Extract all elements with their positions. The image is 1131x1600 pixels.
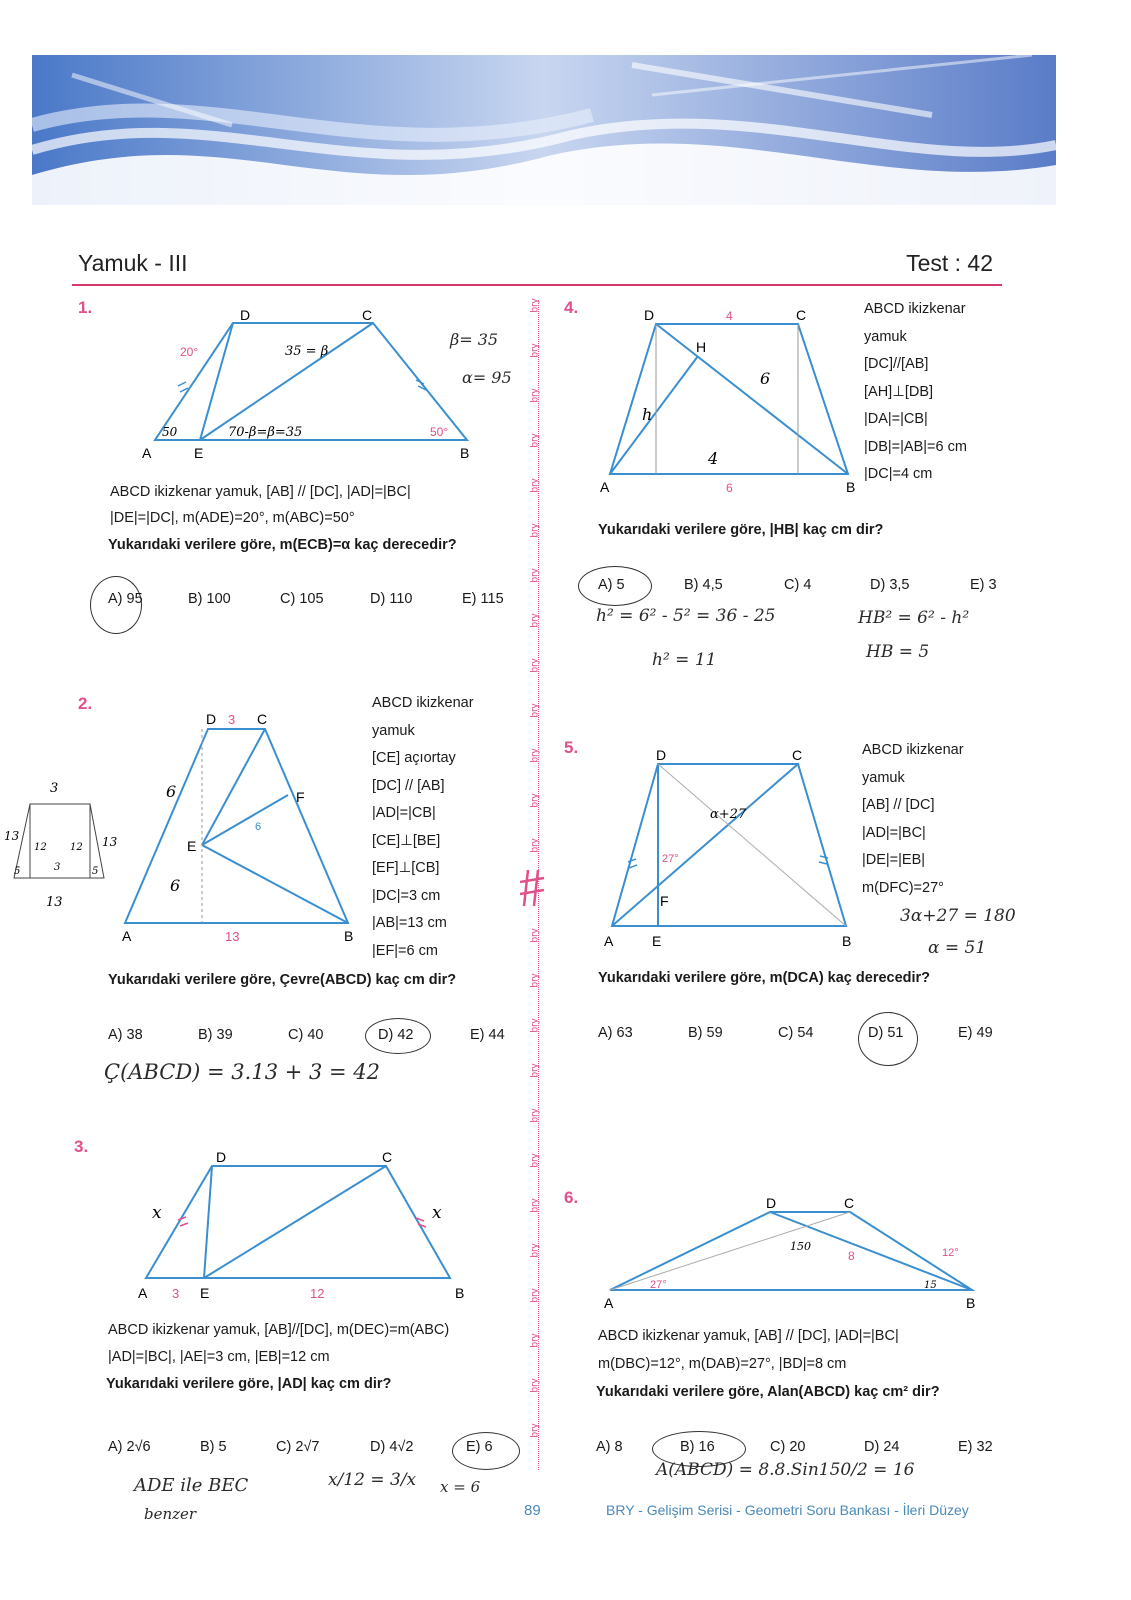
q3-hand-x-left: x (152, 1203, 162, 1223)
q2-given-item: [CE]⊥[BE] (372, 832, 441, 849)
q3-work-2: benzer (144, 1505, 197, 1523)
q3-hand-x-right: x (432, 1203, 442, 1223)
q4-label-ab: 6 (726, 481, 733, 495)
q2-option-c[interactable]: C) 40 (288, 1027, 324, 1043)
q2-given-item: [CE] açıortay (372, 750, 456, 766)
q2-given-item: |EF|=6 cm (372, 942, 438, 959)
side-mark: bry (529, 613, 541, 628)
q6-label-12: 12° (942, 1247, 959, 1259)
q1-option-e[interactable]: E) 115 (462, 591, 504, 607)
q6-hand-150: 150 (790, 1240, 811, 1253)
question-4-number: 4. (564, 298, 579, 317)
q4-diagonal-db (656, 324, 848, 474)
q5-label-d: D (656, 747, 667, 763)
q5-given-item: ABCD ikizkenar (862, 742, 964, 758)
q5-given-item: |DE|=|EB| (862, 852, 926, 868)
side-mark: bry (529, 838, 541, 853)
q2-label-ef: 6 (255, 821, 262, 833)
q3-work-4: x = 6 (440, 1478, 481, 1496)
q4-given-item: yamuk (864, 328, 907, 345)
q4-figure (598, 302, 868, 502)
q1-statement-1: ABCD ikizkenar yamuk, [AB] // [DC], |AD|=|BC| (110, 484, 411, 500)
q5-figure (598, 744, 868, 959)
q1-statement-2: |DE|=|DC|, m(ADE)=20°, m(ABC)=50° (110, 510, 355, 526)
q5-diagonal-db (658, 764, 846, 926)
q2-segment-eb (202, 845, 348, 923)
q2-sketch-a: 12 (34, 842, 47, 853)
q5-hand-mid: α+27 (710, 807, 747, 822)
q4-work-4: HB = 5 (866, 642, 930, 662)
q2-label-b: B (344, 928, 354, 944)
q1-segment-ec (200, 323, 373, 440)
q2-given-item: |DC|=3 cm (372, 887, 441, 904)
q5-question: Yukarıdaki verilere göre, m(DCA) kaç derecedir? (598, 970, 931, 986)
q3-question: Yukarıdaki verilere göre, |AD| kaç cm dir? (106, 1376, 392, 1392)
side-mark: bry (529, 1288, 541, 1303)
q4-segment-ah (610, 356, 698, 474)
q4-work-3: HB² = 6² - h² (858, 608, 970, 628)
side-mark: bry (529, 1378, 541, 1393)
q4-given-item: ABCD ikizkenar (864, 301, 966, 317)
question-2-number: 2. (78, 694, 93, 713)
q5-option-a[interactable]: A) 63 (598, 1025, 633, 1041)
question-6-number: 6. (564, 1188, 579, 1207)
q4-option-c[interactable]: C) 4 (784, 577, 812, 593)
q6-label-27: 27° (650, 1279, 667, 1291)
q4-label-d: D (644, 307, 655, 323)
q2-option-b[interactable]: B) 39 (198, 1027, 233, 1043)
q6-statement-2: m(DBC)=12°, m(DAB)=27°, |BD|=8 cm (598, 1356, 847, 1372)
q6-option-d[interactable]: D) 24 (864, 1439, 900, 1455)
q4-givens (864, 296, 967, 489)
q2-sketch-e: 5 (92, 866, 99, 877)
side-mark: bry (529, 568, 541, 583)
q5-trapezoid (612, 764, 846, 926)
column-ornament (520, 868, 546, 908)
q1-label-b: B (460, 445, 470, 461)
q2-sketch-l: 13 (4, 829, 20, 843)
q5-work-1: 3α+27 = 180 (900, 906, 1016, 926)
side-mark: bry (529, 433, 541, 448)
q3-label-c: C (382, 1149, 393, 1165)
q6-diagonal-ac (610, 1212, 850, 1290)
q4-option-d[interactable]: D) 3,5 (870, 577, 910, 593)
q2-sketch-r: 13 (102, 835, 118, 849)
q4-work-1: h² = 6² - 5² = 36 - 25 (596, 606, 776, 626)
q2-hand-6a: 6 (166, 782, 177, 801)
q4-hand-6: 6 (760, 369, 771, 388)
q2-question: Yukarıdaki verilere göre, Çevre(ABCD) kaç cm dir? (108, 972, 457, 988)
q5-given-item: m(DFC)=27° (862, 879, 944, 896)
q3-option-a[interactable]: A) 2√6 (108, 1439, 151, 1455)
q1-segment-de (200, 323, 233, 440)
q5-label-a: A (604, 933, 614, 949)
q4-given-item: |DB|=|AB|=6 cm (864, 438, 967, 455)
q1-option-c[interactable]: C) 105 (280, 591, 324, 607)
q2-label-f: F (296, 789, 305, 805)
q2-given-item: [EF]⊥[CB] (372, 860, 440, 876)
q4-hand-4: 4 (708, 449, 719, 468)
q5-label-c: C (792, 747, 803, 763)
q1-angle-20: 20° (180, 345, 199, 359)
q1-label-d: D (240, 307, 251, 323)
side-mark: bry (529, 1333, 541, 1348)
q5-given-item: yamuk (862, 769, 905, 786)
q1-label-e: E (194, 445, 204, 461)
q2-work: Ç(ABCD) = 3.13 + 3 = 42 (104, 1060, 381, 1084)
q2-label-c: C (257, 711, 268, 727)
q6-option-a[interactable]: A) 8 (596, 1439, 623, 1455)
q4-option-e[interactable]: E) 3 (970, 577, 997, 593)
q4-given-item: [DC]//[AB] (864, 356, 929, 372)
q6-figure (598, 1192, 988, 1317)
q4-label-b: B (846, 479, 856, 495)
q3-work-3: x/12 = 3/x (328, 1470, 417, 1490)
q2-givens (372, 690, 474, 965)
q3-segment-ec (204, 1166, 386, 1278)
q4-work-2: h² = 11 (652, 650, 717, 670)
side-mark: bry (529, 1153, 541, 1168)
q3-statement-2: |AD|=|BC|, |AE|=3 cm, |EB|=12 cm (108, 1349, 330, 1365)
q3-option-e[interactable]: E) 6 (466, 1439, 493, 1455)
q4-given-item: |DA|=|CB| (864, 411, 928, 427)
side-mark: bry (529, 1243, 541, 1258)
q1-option-a[interactable]: A) 95 (108, 591, 143, 607)
q2-given-item: yamuk (372, 722, 415, 739)
side-mark: bry (529, 658, 541, 673)
q1-option-d[interactable]: D) 110 (370, 591, 413, 607)
side-mark: bry (529, 1108, 541, 1123)
footer-text: BRY - Gelişim Serisi - Geometri Soru Bankası - İleri Düzey (606, 1502, 969, 1518)
question-1-number: 1. (78, 298, 93, 317)
q1-note-3: 50 (162, 425, 178, 439)
q6-label-b: B (966, 1295, 976, 1311)
q5-diagonal-ac (612, 764, 798, 926)
q4-label-c: C (796, 307, 807, 323)
q2-option-a[interactable]: A) 38 (108, 1027, 143, 1043)
q4-label-h: H (696, 339, 707, 355)
q4-label-dc: 4 (726, 309, 733, 323)
q2-label-e: E (187, 838, 197, 854)
question-5-number: 5. (564, 738, 579, 757)
q3-label-b: B (455, 1285, 465, 1301)
question-3-number: 3. (74, 1137, 89, 1156)
q6-option-b[interactable]: B) 16 (680, 1439, 715, 1455)
q3-label-ae: 3 (172, 1286, 180, 1301)
q5-given-item: |AD|=|BC| (862, 824, 926, 841)
q1-angle-50: 50° (430, 425, 449, 439)
q3-work-1: ADE ile BEC (134, 1475, 249, 1496)
q4-option-b[interactable]: B) 4,5 (684, 577, 723, 593)
q5-label-27: 27° (662, 853, 679, 865)
q1-note-2: 70-β=β=35 (228, 425, 303, 440)
q4-trapezoid (610, 324, 848, 474)
q6-option-e[interactable]: E) 32 (958, 1439, 993, 1455)
q2-sketch-top: 3 (50, 781, 59, 796)
side-mark: bry (529, 478, 541, 493)
q5-label-e: E (652, 933, 662, 949)
side-mark: bry (529, 928, 541, 943)
q3-label-a: A (138, 1285, 148, 1301)
q2-side-sketch (0, 770, 120, 910)
side-mark: bry (529, 1423, 541, 1438)
q3-option-b[interactable]: B) 5 (200, 1439, 227, 1455)
q3-option-d[interactable]: D) 4√2 (370, 1439, 414, 1455)
q3-option-c[interactable]: C) 2√7 (276, 1439, 320, 1455)
q5-option-e[interactable]: E) 49 (958, 1025, 993, 1041)
q1-option-b[interactable]: B) 100 (188, 591, 231, 607)
q5-option-b[interactable]: B) 59 (688, 1025, 723, 1041)
q2-option-e[interactable]: E) 44 (470, 1027, 505, 1043)
side-mark: bry (529, 703, 541, 718)
q3-label-eb: 12 (310, 1286, 325, 1301)
page-number: 89 (524, 1502, 541, 1519)
q3-figure (130, 1148, 480, 1303)
q2-hand-6b: 6 (170, 876, 181, 895)
q6-label-c: C (844, 1195, 855, 1211)
q4-label-a: A (600, 479, 610, 495)
q1-hand-alpha: α= 95 (462, 368, 512, 387)
q5-work-2: α = 51 (928, 938, 987, 958)
q2-label-dc: 3 (228, 712, 236, 727)
q2-option-d[interactable]: D) 42 (378, 1027, 414, 1043)
q1-hand-beta: β= 35 (450, 330, 499, 349)
q6-label-d: D (766, 1195, 777, 1211)
side-mark: bry (529, 1198, 541, 1213)
side-mark: bry (529, 973, 541, 988)
q1-note-1: 35 = β (285, 344, 329, 359)
q2-given-item: |AB|=13 cm (372, 915, 447, 931)
q5-option-c[interactable]: C) 54 (778, 1025, 814, 1041)
q6-label-bd: 8 (848, 1249, 855, 1263)
q4-question: Yukarıdaki verilere göre, |HB| kaç cm dir? (598, 522, 884, 538)
q2-sketch-c: 5 (14, 866, 21, 877)
q3-segment-de (204, 1166, 212, 1278)
q2-sketch-bottom: 13 (46, 895, 63, 910)
q1-label-c: C (362, 307, 373, 323)
q5-givens (862, 737, 964, 902)
q2-given-item: |AD|=|CB| (372, 805, 436, 821)
q2-label-d: D (206, 711, 217, 727)
q4-given-item: |DC|=4 cm (864, 466, 933, 482)
q6-label-a: A (604, 1295, 614, 1311)
q2-given-item: ABCD ikizkenar (372, 695, 474, 711)
side-mark: bry (529, 1018, 541, 1033)
q5-label-b: B (842, 933, 852, 949)
side-mark: bry (529, 388, 541, 403)
q3-label-e: E (200, 1285, 210, 1301)
q5-given-item: [AB] // [DC] (862, 797, 935, 813)
q6-hand-15: 15 (924, 1280, 937, 1291)
q1-label-a: A (142, 445, 152, 461)
q5-option-d[interactable]: D) 51 (868, 1025, 904, 1041)
q2-label-ab: 13 (225, 929, 240, 944)
q6-work: A(ABCD) = 8.8.Sin150/2 = 16 (656, 1460, 915, 1480)
side-mark: bry (529, 343, 541, 358)
q2-sketch-d: 3 (54, 862, 61, 873)
q1-tick-ad (178, 382, 188, 392)
q3-trapezoid (146, 1166, 450, 1278)
q3-label-d: D (216, 1149, 227, 1165)
header-divider (72, 284, 1002, 286)
q4-option-a[interactable]: A) 5 (598, 577, 625, 593)
q4-given-item: [AH]⊥[DB] (864, 383, 934, 400)
q2-sketch-b: 12 (70, 842, 83, 853)
q2-given-item: [DC] // [AB] (372, 777, 445, 794)
q6-statement-1: ABCD ikizkenar yamuk, [AB] // [DC], |AD|=|BC| (598, 1328, 899, 1344)
page-title: Yamuk - III (78, 250, 188, 276)
q3-statement-1: ABCD ikizkenar yamuk, [AB]//[DC], m(DEC)=m(ABC) (108, 1322, 450, 1338)
header-banner (32, 55, 1056, 205)
q4-hand-h: h (642, 405, 653, 424)
test-number: Test : 42 (906, 250, 993, 276)
q2-figure (110, 705, 370, 950)
q5-label-f: F (660, 893, 669, 909)
q1-question: Yukarıdaki verilere göre, m(ECB)=α kaç derecedir? (108, 537, 457, 553)
side-mark: bry (529, 748, 541, 763)
side-mark: bry (529, 793, 541, 808)
q2-label-a: A (122, 928, 132, 944)
q6-question: Yukarıdaki verilere göre, Alan(ABCD) kaç cm² dir? (596, 1384, 940, 1400)
side-mark: bry (529, 523, 541, 538)
side-mark: bry (529, 1063, 541, 1078)
side-mark: bry (529, 298, 541, 313)
q6-option-c[interactable]: C) 20 (770, 1439, 806, 1455)
